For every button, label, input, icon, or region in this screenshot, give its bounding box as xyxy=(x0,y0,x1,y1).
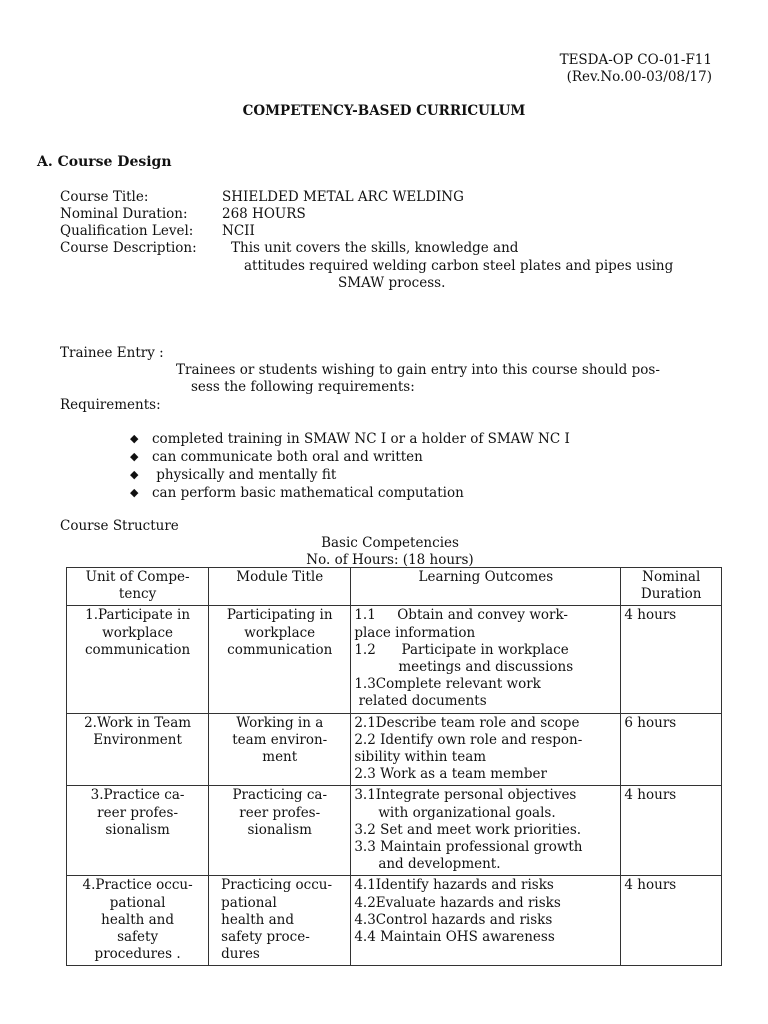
duration-cell: 4 hours xyxy=(621,786,722,876)
table-header-row xyxy=(67,568,722,606)
description-line-2: attitudes required welding carbon steel plates and pipes using xyxy=(244,258,674,274)
table-row xyxy=(67,876,722,966)
document-code-block xyxy=(560,52,712,86)
list-item: ◆ can communicate both oral and written xyxy=(130,449,423,465)
competency-table xyxy=(66,567,722,966)
unit-cell: 3.Practice ca- reer profes- sionalism xyxy=(67,786,209,876)
course-structure-label: Course Structure xyxy=(60,518,179,534)
module-cell: Practicing occu- pational health and safety proce- dures xyxy=(209,876,351,966)
qualification-value: NCII xyxy=(222,223,255,239)
requirements-list xyxy=(130,430,570,502)
duration-cell: 4 hours xyxy=(621,606,722,713)
requirements-label: Requirements: xyxy=(60,397,161,413)
trainee-entry-line-1: Trainees or students wishing to gain entry into this course should pos- xyxy=(176,362,660,378)
header-unit: Unit of Compe- tency xyxy=(67,568,209,606)
hours-heading: No. of Hours: (18 hours) xyxy=(306,552,474,568)
outcomes-cell: 1.1 Obtain and convey work- place information 1.2 Participate in workplace meetings and discussions 1.3Complete relevant work related documents xyxy=(351,606,621,713)
duration-cell: 6 hours xyxy=(621,713,722,786)
unit-cell: 1.Participate in workplace communication xyxy=(67,606,209,713)
description-line-3: SMAW process. xyxy=(338,275,446,291)
section-heading: A. Course Design xyxy=(37,154,172,170)
unit-cell: 4.Practice occu- pational health and safety procedures . xyxy=(67,876,209,966)
list-item: ◆ can perform basic mathematical computation xyxy=(130,485,464,501)
outcomes-cell: 3.1Integrate personal objectives with organizational goals. 3.2 Set and meet work priorities. 3.3 Maintain professional growth and development. xyxy=(351,786,621,876)
course-title-value: SHIELDED METAL ARC WELDING xyxy=(222,189,464,205)
table-row xyxy=(67,713,722,786)
duration-value: 268 HOURS xyxy=(222,206,306,222)
module-cell: Working in a team environ- ment xyxy=(209,713,351,786)
list-item: ◆ physically and mentally fit xyxy=(130,467,337,483)
unit-cell: 2.Work in Team Environment xyxy=(67,713,209,786)
diamond-bullet-icon: ◆ xyxy=(130,432,139,445)
module-cell: Practicing ca- reer profes- sionalism xyxy=(209,786,351,876)
outcomes-cell: 2.1Describe team role and scope 2.2 Identify own role and respon- sibility within team 2.3 Work as a team member xyxy=(351,713,621,786)
diamond-bullet-icon: ◆ xyxy=(130,450,139,463)
header-duration: Nominal Duration xyxy=(621,568,722,606)
document-code: TESDA-OP CO-01-F11 xyxy=(559,52,712,68)
diamond-bullet-icon: ◆ xyxy=(130,468,139,481)
qualification-label: Qualification Level: xyxy=(60,223,194,239)
duration-cell: 4 hours xyxy=(621,876,722,966)
duration-label: Nominal Duration: xyxy=(60,206,188,222)
description-line-1: This unit covers the skills, knowledge and xyxy=(231,240,519,256)
header-module: Module Title xyxy=(209,568,351,606)
outcomes-cell: 4.1Identify hazards and risks 4.2Evaluate hazards and risks 4.3Control hazards and risks 4.4 Maintain OHS awareness xyxy=(351,876,621,966)
diamond-bullet-icon: ◆ xyxy=(130,486,139,499)
basic-competencies-heading: Basic Competencies xyxy=(321,535,459,551)
table-row xyxy=(67,606,722,713)
revision-number: (Rev.No.00-03/08/17) xyxy=(566,69,712,85)
list-item: ◆ completed training in SMAW NC I or a holder of SMAW NC I xyxy=(130,431,570,447)
page-title: COMPETENCY-BASED CURRICULUM xyxy=(242,103,526,119)
trainee-entry-line-2: sess the following requirements: xyxy=(191,379,415,395)
course-title-label: Course Title: xyxy=(60,189,149,205)
table-row xyxy=(67,786,722,876)
description-label: Course Description: xyxy=(60,240,197,256)
trainee-entry-label: Trainee Entry : xyxy=(60,345,164,361)
module-cell: Participating in workplace communication xyxy=(209,606,351,713)
header-outcomes: Learning Outcomes xyxy=(351,568,621,606)
